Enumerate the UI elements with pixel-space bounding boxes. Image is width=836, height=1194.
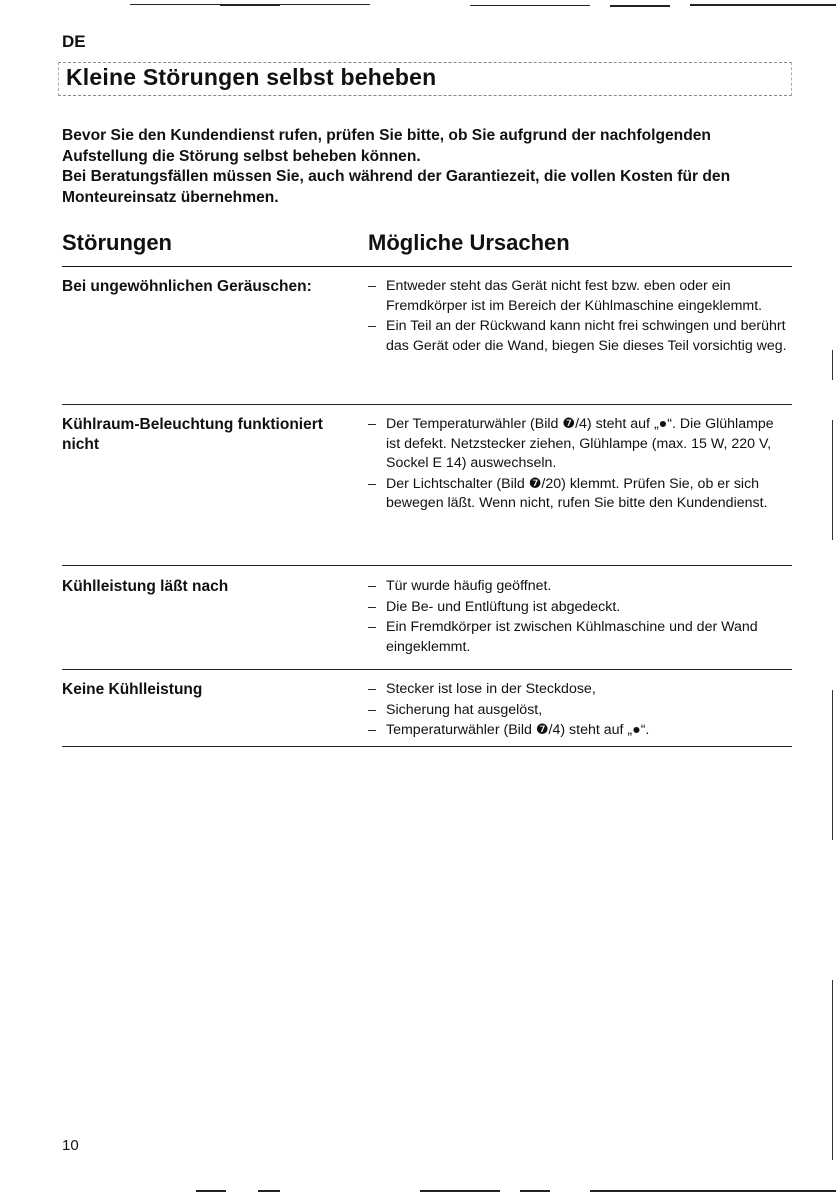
scan-mark	[832, 420, 833, 540]
scan-mark	[832, 350, 833, 380]
cause-item: – Temperaturwähler (Bild ❼/4) steht auf „●“.	[368, 721, 788, 741]
cause-list	[368, 277, 788, 357]
cause-item: – Entweder steht das Gerät nicht fest bzw. eben oder ein Fremdkörper ist im Bereich der Kühlmaschine eingeklemmt.	[368, 277, 788, 316]
row-divider	[62, 404, 792, 405]
cause-list	[368, 680, 788, 742]
scan-mark	[258, 1190, 280, 1192]
intro-paragraph: Bei Beratungsfällen müssen Sie, auch während der Garantiezeit, die vollen Kosten für den Monteureinsatz übernehmen.	[62, 168, 731, 206]
page-number: 10	[62, 1137, 79, 1154]
scan-mark	[196, 1190, 226, 1192]
cause-list	[368, 415, 788, 515]
page-title: Kleine Störungen selbst beheben	[66, 64, 437, 90]
cause-item: – Ein Fremdkörper ist zwischen Kühlmaschine und der Wand eingeklemmt.	[368, 618, 788, 657]
problem-label: Keine Kühlleistung	[62, 681, 203, 698]
scan-mark	[470, 5, 590, 6]
scan-mark	[690, 4, 836, 6]
language-code: DE	[62, 32, 86, 51]
row-divider	[62, 746, 792, 747]
header-divider	[62, 266, 792, 267]
cause-item: – Die Be- und Entlüftung ist abgedeckt.	[368, 598, 788, 618]
cause-item: – Tür wurde häufig geöffnet.	[368, 577, 788, 597]
column-heading-causes: Mögliche Ursachen	[368, 230, 570, 255]
problem-label: Bei ungewöhnlichen Geräuschen:	[62, 278, 312, 295]
column-heading-problems: Störungen	[62, 230, 172, 255]
cause-item: – Stecker ist lose in der Steckdose,	[368, 680, 788, 700]
scan-mark	[520, 1190, 550, 1192]
scan-mark	[220, 4, 280, 6]
intro-text	[62, 126, 792, 208]
scan-mark	[420, 1190, 500, 1192]
cause-item: – Ein Teil an der Rückwand kann nicht frei schwingen und berührt das Gerät oder die Wand, biegen Sie dieses Teil vorsichtig weg.	[368, 317, 788, 356]
cause-list	[368, 577, 788, 658]
row-divider	[62, 669, 792, 670]
scan-mark	[832, 980, 833, 1160]
cause-item: – Der Temperaturwähler (Bild ❼/4) steht auf „●“. Die Glühlampe ist defekt. Netzstecker ziehen, Glühlampe (max. 15 W, 220 V, Sockel E 14) auswechseln.	[368, 415, 788, 474]
cause-item: – Der Lichtschalter (Bild ❼/20) klemmt. Prüfen Sie, ob er sich bewegen läßt. Wenn nicht, rufen Sie bitte den Kundendienst.	[368, 475, 788, 514]
cause-item: – Sicherung hat ausgelöst,	[368, 701, 788, 721]
scan-mark	[832, 690, 833, 840]
intro-paragraph: Bevor Sie den Kundendienst rufen, prüfen Sie bitte, ob Sie aufgrund der nachfolgenden Aufstellung die Störung selbst beheben können.	[62, 127, 711, 165]
scan-mark	[610, 5, 670, 7]
problem-label: Kühlraum-Beleuchtung funktioniert nicht	[62, 416, 323, 453]
problem-label: Kühlleistung läßt nach	[62, 578, 229, 595]
scan-mark	[590, 1190, 836, 1192]
row-divider	[62, 565, 792, 566]
